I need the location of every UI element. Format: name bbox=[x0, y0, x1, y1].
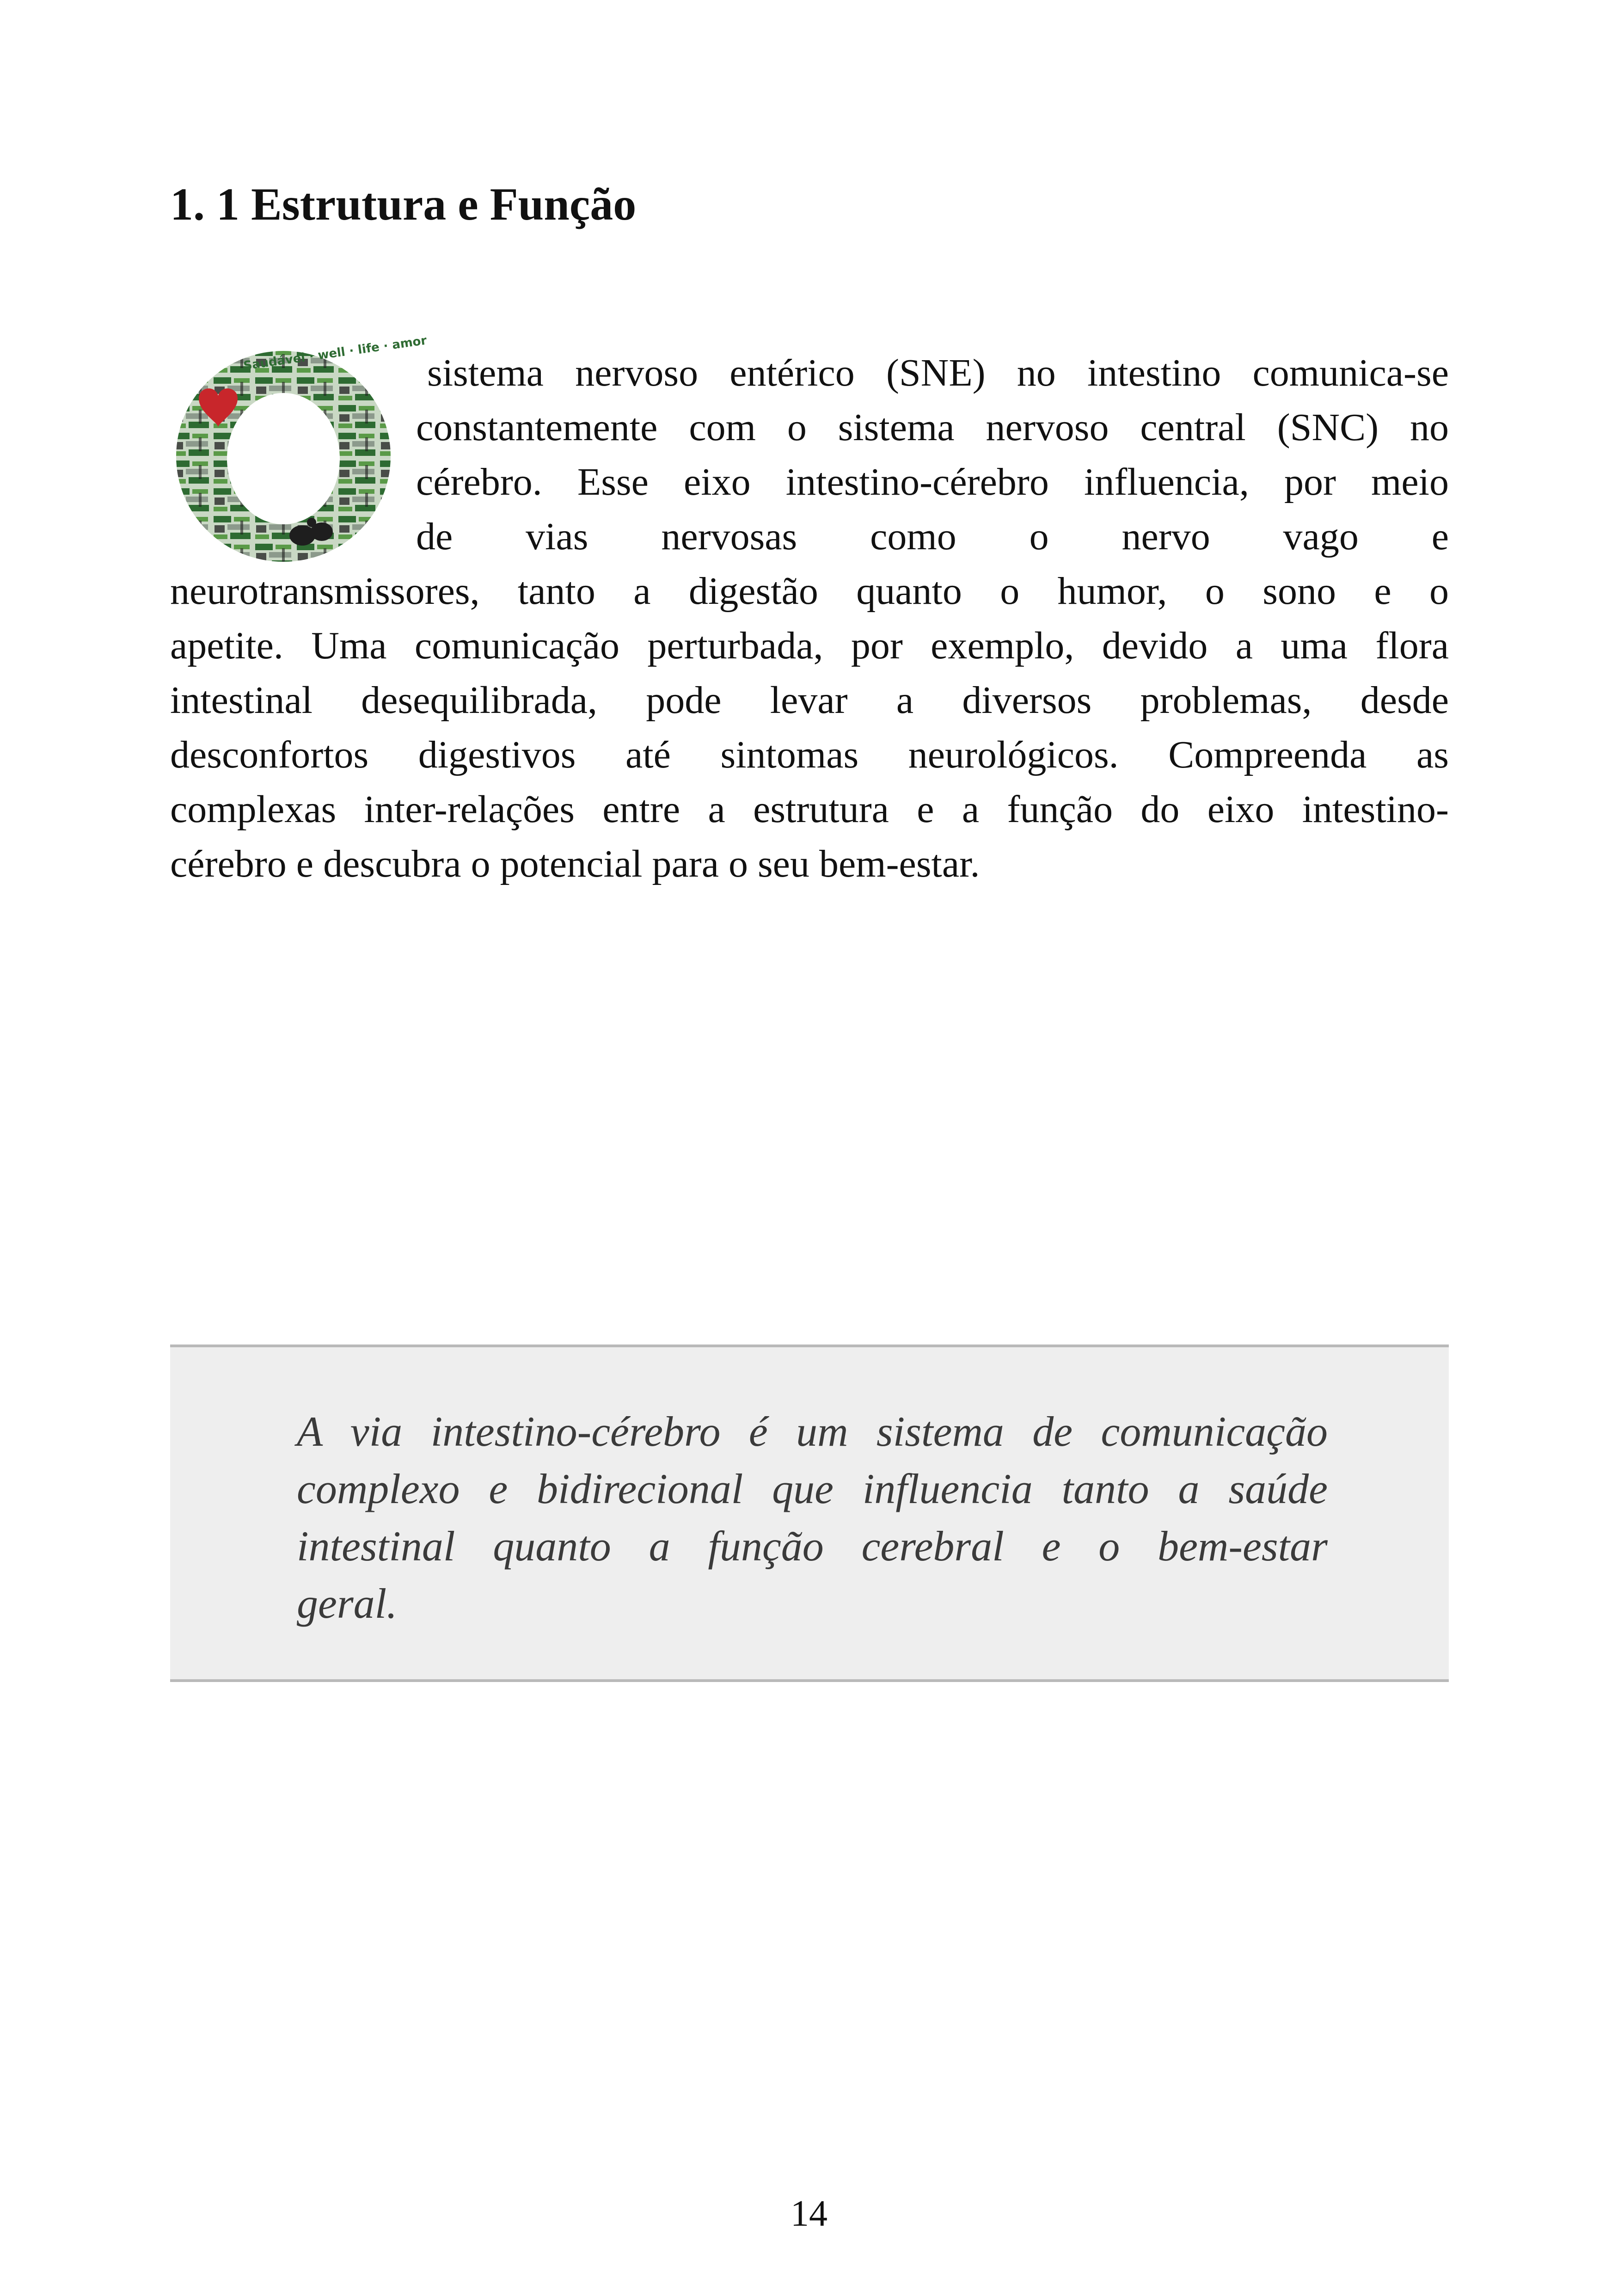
quote-line: A via intestino-cérebro é um sistema de comunicação bbox=[297, 1408, 1328, 1455]
text-line: complexas inter-relações entre a estrutura e a função do eixo intestino- bbox=[170, 788, 1449, 831]
callout-box bbox=[170, 1344, 1449, 1682]
text-line: cérebro e descubra o potencial para o seu bem-estar. bbox=[170, 842, 980, 885]
text-line: constantemente com o sistema nervoso central (SNC) no bbox=[416, 406, 1449, 449]
text-line: neurotransmissores, tanto a digestão quanto o humor, o sono e o bbox=[170, 570, 1449, 613]
drop-cap-word: Saudável · well · life · amor bbox=[242, 333, 428, 373]
text-line: intestinal desequilibrada, pode levar a diversos problemas, desde bbox=[170, 679, 1449, 722]
quote-line: intestinal quanto a função cerebral e o bem-estar bbox=[297, 1522, 1328, 1570]
text-line: cérebro. Esse eixo intestino-cérebro influencia, por meio bbox=[416, 460, 1449, 503]
text-line: apetite. Uma comunicação perturbada, por exemplo, devido a uma flora bbox=[170, 624, 1449, 667]
callout-quote bbox=[297, 1403, 1328, 1632]
body-paragraph bbox=[170, 346, 1449, 891]
quote-line: complexo e bidirecional que influencia tanto a saúde bbox=[297, 1465, 1328, 1512]
text-line: desconfortos digestivos até sintomas neurológicos. Compreenda as bbox=[170, 733, 1449, 776]
text-line: de vias nervosas como o nervo vago e bbox=[416, 515, 1449, 558]
page-number: 14 bbox=[791, 2193, 827, 2234]
quote-line: geral. bbox=[297, 1580, 398, 1627]
text-line: sistema nervoso entérico (SNE) no intestino comunica-se bbox=[427, 351, 1449, 394]
section-heading: 1. 1 Estrutura e Função bbox=[170, 178, 637, 230]
